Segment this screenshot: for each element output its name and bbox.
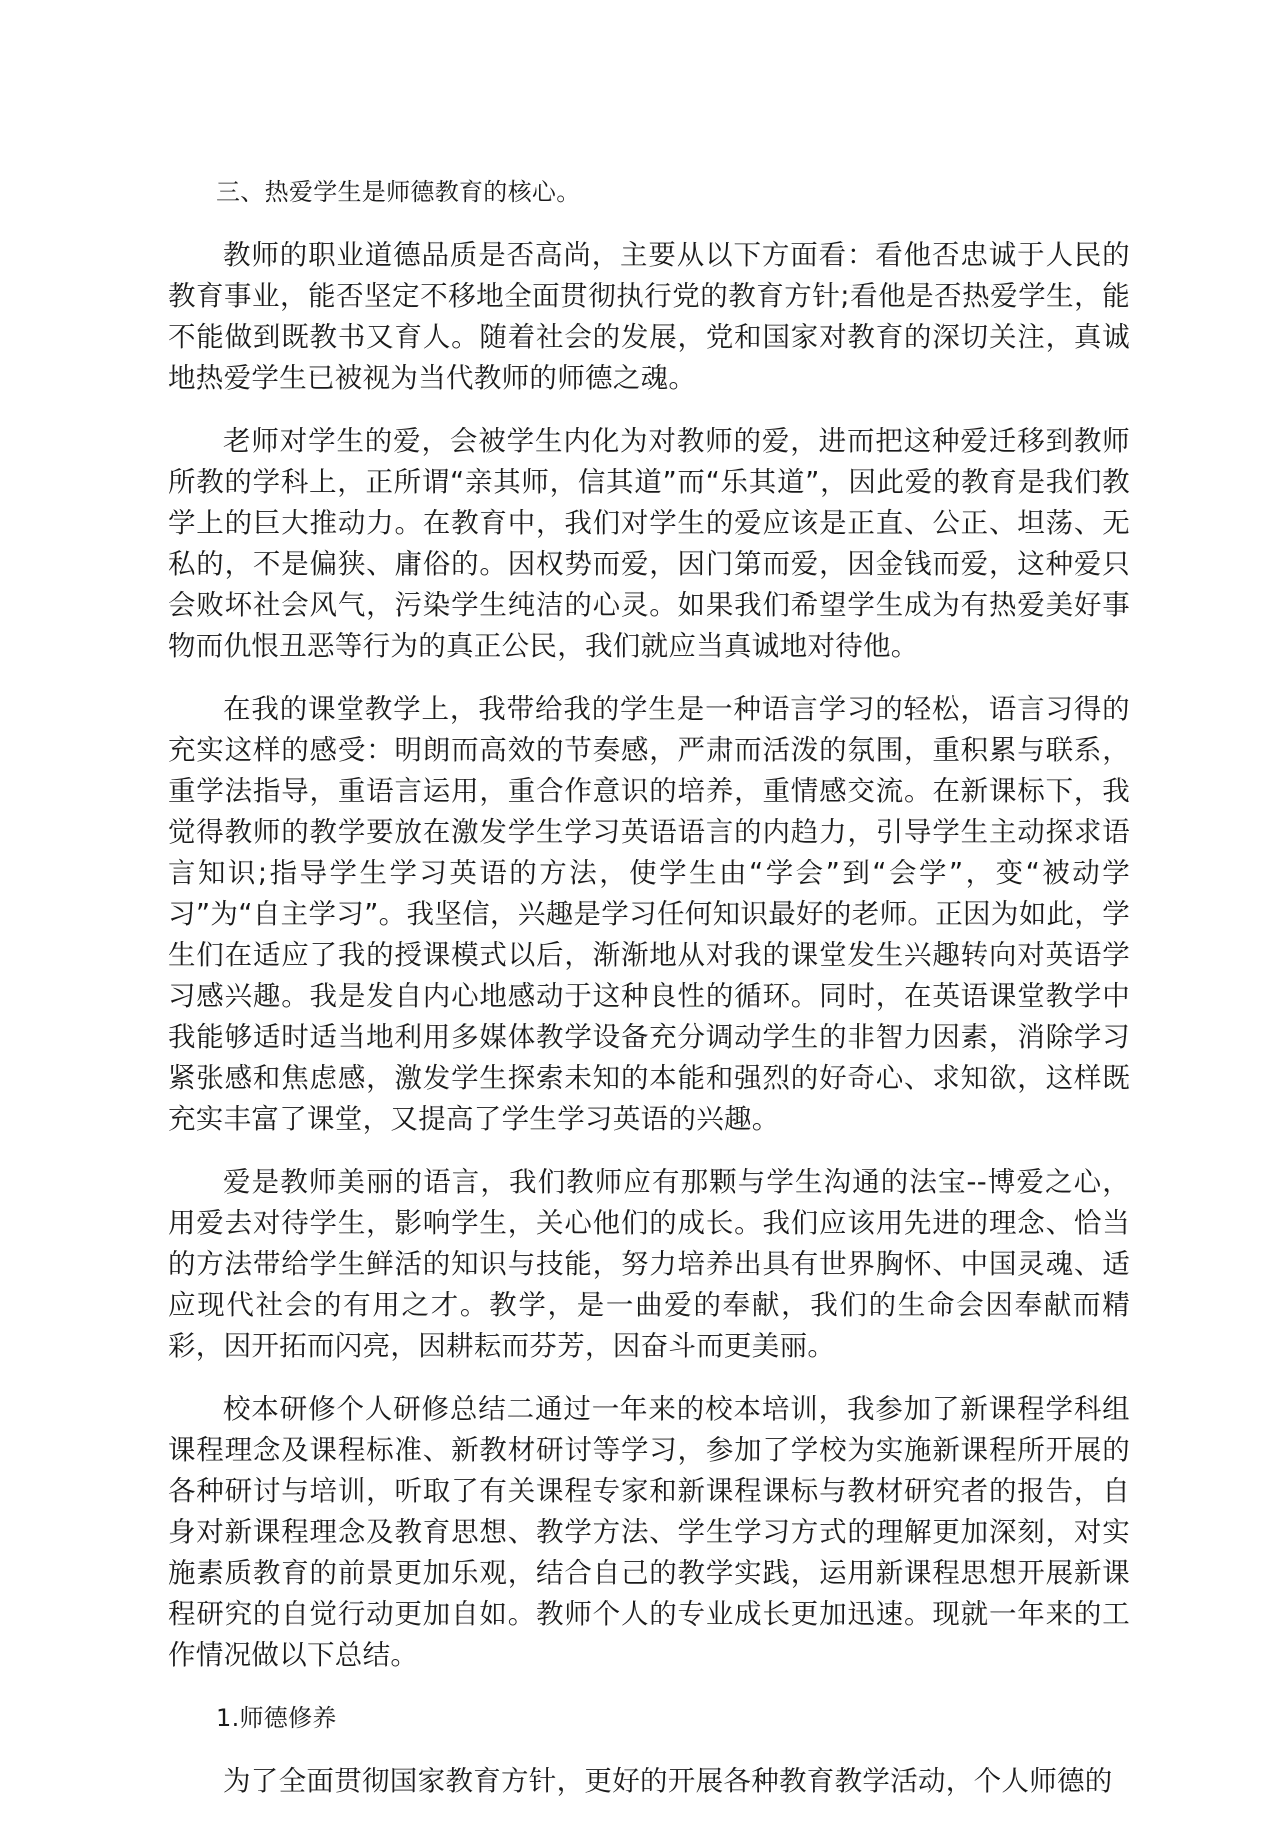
document-body <box>168 172 1130 1824</box>
paragraph: 爱是教师美丽的语言，我们教师应有那颗与学生沟通的法宝--博爱之心，用爱去对待学生，影响学生，关心他们的成长。我们应该用先进的理念、恰当的方法带给学生鲜活的知识与技能，努力培养出具有世界胸怀、中国灵魂、适应现代社会的有用之才。教学，是一曲爱的奉献，我们的生命会因奉献而精彩，因开拓而闪亮，因耕耘而芬芳，因奋斗而更美丽。 <box>168 1166 1130 1362</box>
paragraph: 校本研修个人研修总结二通过一年来的校本培训，我参加了新课程学科组课程理念及课程标准、新教材研讨等学习，参加了学校为实施新课程所开展的各种研讨与培训，听取了有关课程专家和新课程课标与教材研究者的报告，自身对新课程理念及教育思想、教学方法、学生学习方式的理解更加深刻，对实施素质教育的前景更加乐观，结合自己的教学实践，运用新课程思想开展新课程研究的自觉行动更加自如。教师个人的专业成长更加迅速。现就一年来的工作情况做以下总结。 <box>168 1393 1130 1671</box>
paragraph: 在我的课堂教学上，我带给我的学生是一种语言学习的轻松，语言习得的充实这样的感受：明朗而高效的节奏感，严肃而活泼的氛围，重积累与联系，重学法指导，重语言运用，重合作意识的培养，重情感交流。在新课标下，我觉得教师的教学要放在激发学生学习英语语言的内趋力，引导学生主动探求语言知识;指导学生学习英语的方法，使学生由“学会”到“会学”，变“被动学习”为“自主学习”。我坚信，兴趣是学习任何知识最好的老师。正因为如此，学生们在适应了我的授课模式以后，渐渐地从对我的课堂发生兴趣转向对英语学习感兴趣。我是发自内心地感动于这种良性的循环。同时，在英语课堂教学中我能够适时适当地利用多媒体教学设备充分调动学生的非智力因素，消除学习紧张感和焦虑感，激发学生探索未知的本能和强烈的好奇心、求知欲，这样既充实丰富了课堂，又提高了学生学习英语的兴趣。 <box>168 693 1130 1135</box>
paragraph: 老师对学生的爱，会被学生内化为对教师的爱，进而把这种爱迁移到教师所教的学科上，正所谓“亲其师，信其道”而“乐其道”，因此爱的教育是我们教学上的巨大推动力。在教育中，我们对学生的爱应该是正直、公正、坦荡、无私的，不是偏狭、庸俗的。因权势而爱，因门第而爱，因金钱而爱，这种爱只会败坏社会风气，污染学生纯洁的心灵。如果我们希望学生成为有热爱美好事物而仇恨丑恶等行为的真正公民，我们就应当真诚地对待他。 <box>168 425 1130 662</box>
paragraph: 教师的职业道德品质是否高尚，主要从以下方面看：看他否忠诚于人民的教育事业，能否坚定不移地全面贯彻执行党的教育方针;看他是否热爱学生，能不能做到既教书又育人。随着社会的发展，党和国家对教育的深切关注，真诚地热爱学生已被视为当代教师的师德之魂。 <box>168 239 1130 394</box>
paragraph: 为了全面贯彻国家教育方针，更好的开展各种教育教学活动，个人师德的 <box>223 1765 1113 1797</box>
sub-heading: 1.师德修养 <box>216 1704 337 1732</box>
section-heading: 三、热爱学生是师德教育的核心。 <box>216 178 581 206</box>
